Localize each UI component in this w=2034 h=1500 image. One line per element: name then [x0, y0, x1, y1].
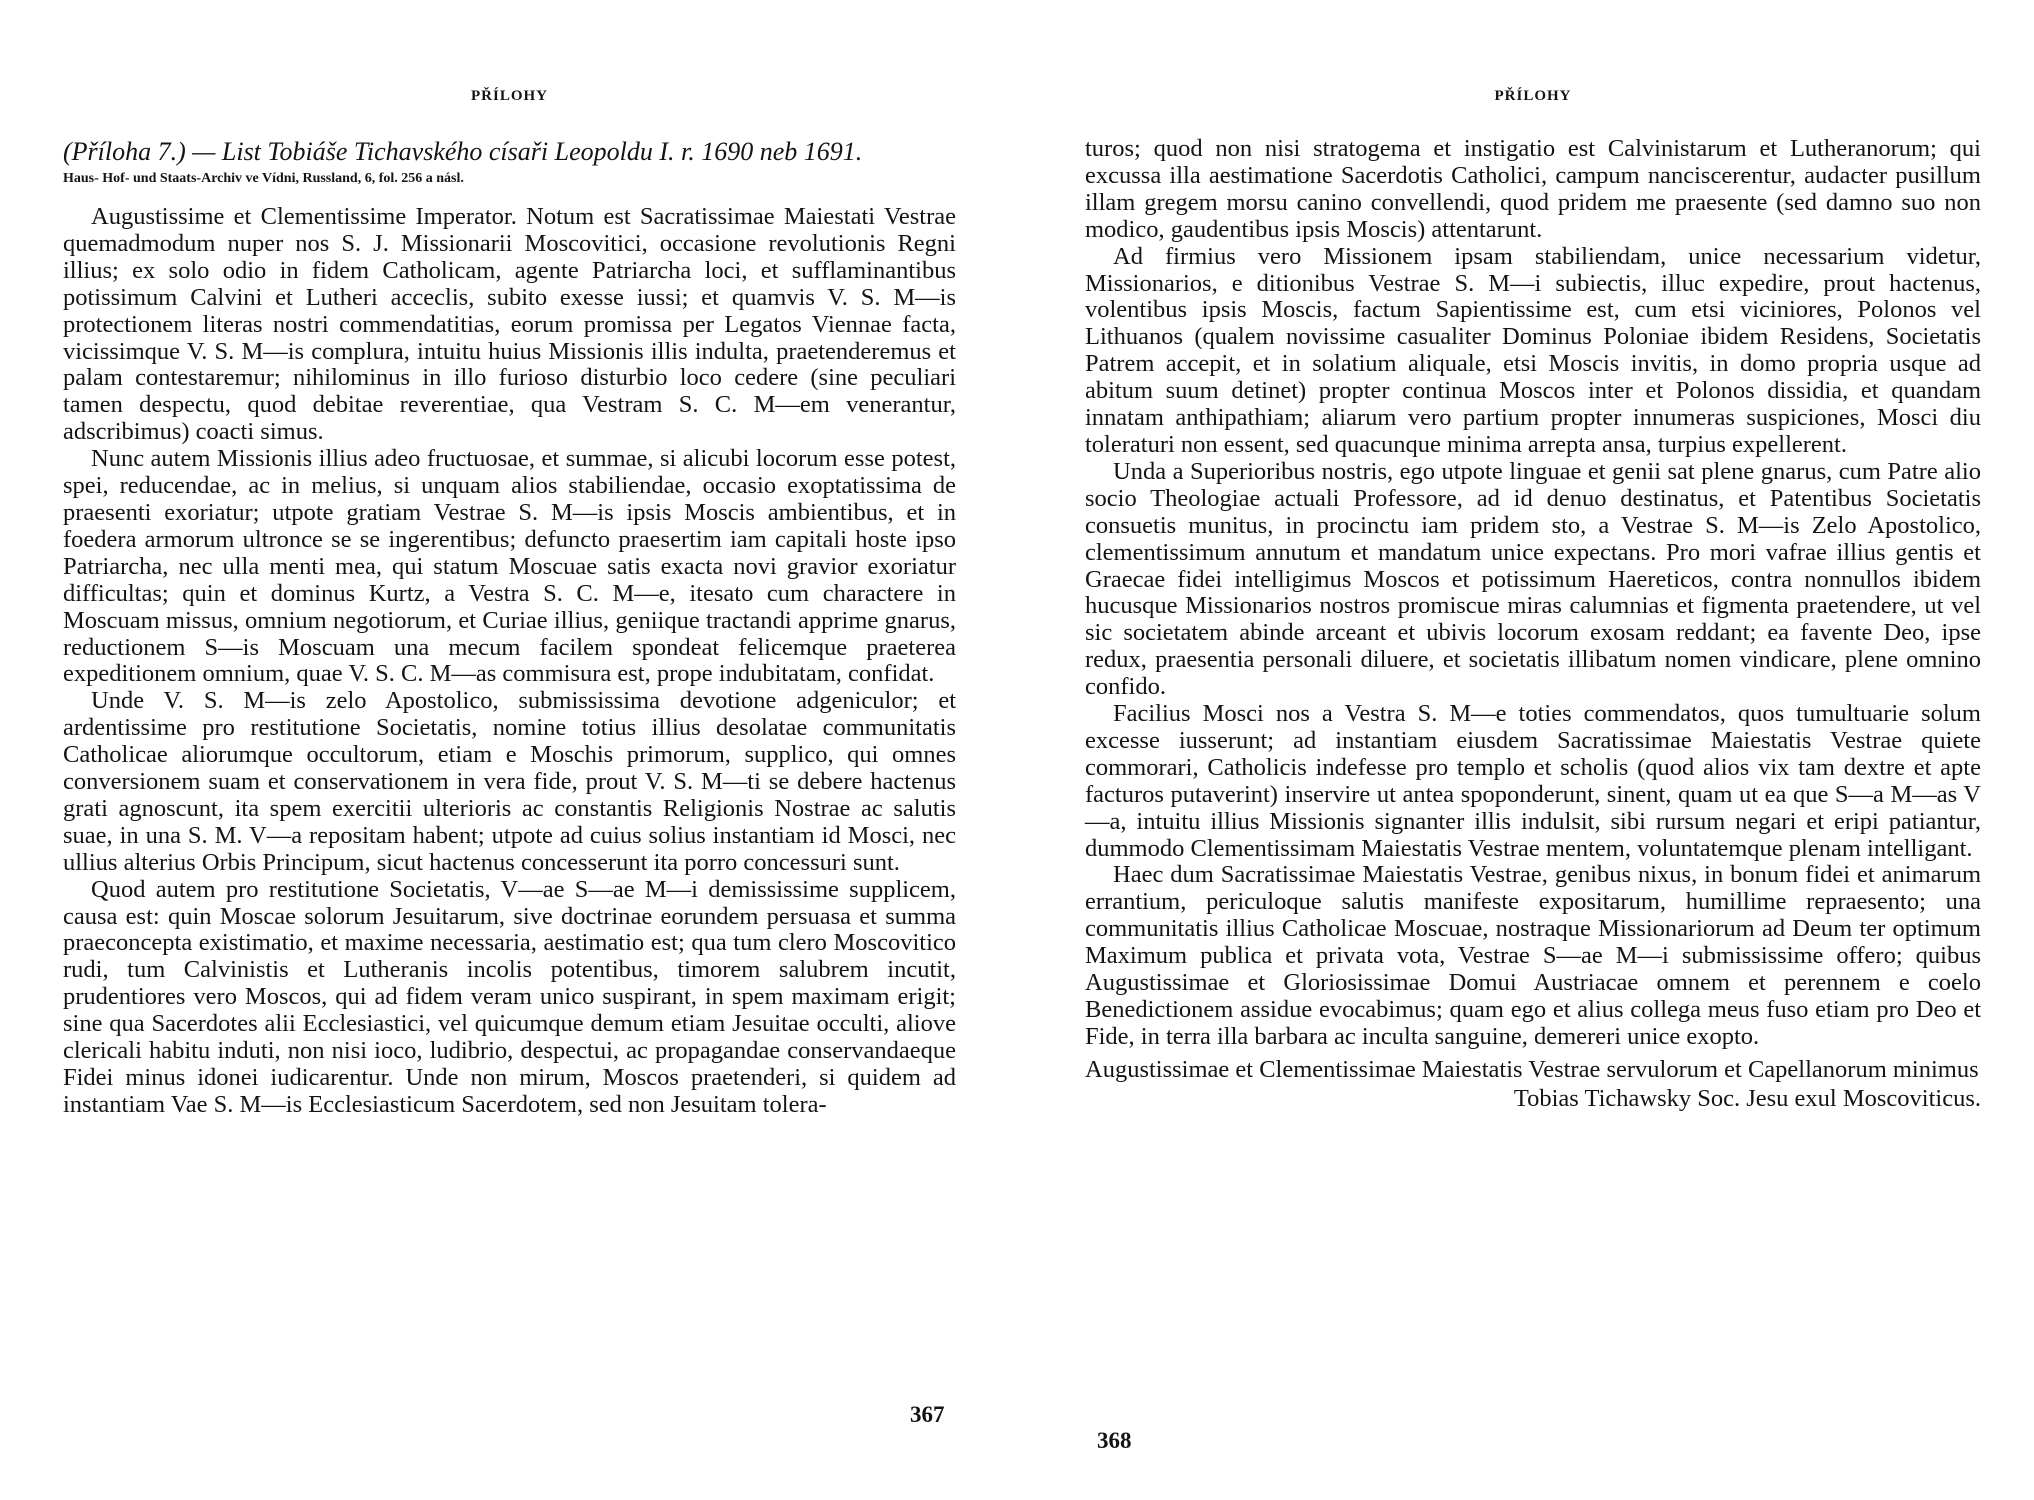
archive-source: Haus- Hof- und Staats-Archiv ve Vídni, Russland, 6, fol. 256 a násl.: [63, 171, 464, 186]
running-head: PŘÍLOHY: [1494, 88, 1572, 104]
signature: Tobias Tichawsky Soc. Jesu exul Moscoviticus.: [1513, 1084, 1981, 1112]
page-number: 367: [910, 1402, 945, 1427]
heading-title: (Příloha 7.) — List Tobiáše Tichavského císaři Leopoldu I. r. 1690 neb 1691.: [63, 137, 863, 166]
closing-formula: Augustissimae et Clementissimae Maiestatis Vestrae servulorum et Capellanorum minimus: [1085, 1055, 1979, 1083]
right-text-column: [1085, 136, 1981, 1113]
paragraph: Unde V. S. M—is zelo Apostolico, submississima devotione adgeniculor; et ardentissime pro restitutione Societatis, nomine totius illius desolatae communitatis Catholicae aliorumque occultorum, etiam e Moschis primorum, supplico, qui omnes conversionem suam et conservationem in vera fide, prout V. S. M—ti se debere hactenus grati agnoscunt, ita spem exercitii ulterioris ac constantis Religionis Nostrae ac salutis suae, in una S. M. V—a repositam habent; utpote ad cuius solius instantiam id Mosci, nec ullius alterius Orbis Principum, sicut hactenus concesserunt ita porro concessuri sunt.: [63, 687, 956, 876]
paragraph: Haec dum Sacratissimae Maiestatis Vestrae, genibus nixus, in bonum fidei et animarum errantium, periculoque salutis manifeste expositarum, humillime repraesento; una communitatis illius Catholicae Moscuae, nostraque Missionariorum ad Deum ter optimum Maximum publica et privata vota, Vestrae S—ae M—i submississime offero; quibus Augustissimae et Gloriosissimae Domui Austriacae omnem et perennem e coelo Benedictionem assidue evocabimus; quam ego et alius collega meus fuso etiam pro Deo et Fide, in terra illa barbara ac inculta sanguine, demereri unice exopto.: [1085, 861, 1981, 1050]
right-page: [1017, 0, 2034, 1500]
left-text-column: [63, 136, 956, 1119]
paragraph: Ad firmius vero Missionem ipsam stabiliendam, unice necessarium videtur, Missionarios, e ditionibus Vestrae S. M—i subiectis, illuc expedire, prout hactenus, volentibus ipsis Moscis, factum Sapientissime est, cum etsi viciniores, Polonos vel Lithuanos (qualem novissime casualiter Dominus Poloniae ibidem Residens, Societatis Patrem accepit, et in solatium aliquale, etsi Moscis invitis, in domo propria usque ad abitum suum detinet) propter continua Moscos inter et Polonos dissidia, et quandam innatam anthipathiam; aliarum vero partium propter innumeras suspiciones, Mosci diu toleraturi non essent, sed quacunque minima arrepta ansa, turpius expellerent.: [1085, 242, 1981, 458]
paragraph: Facilius Mosci nos a Vestra S. M—e toties commendatos, quos tumultuarie solum excesse iusserunt; ad instantiam eiusdem Sacratissimae Maiestatis Vestrae quiete commorari, Catholicis indefesse pro templo et scholis (quod alios vix tam dextre et apte facturos putaverint) inservire ut antea spoponderunt, sinent, quam ut ea que S—a M—as V—a, intuitu illius Missionis signanter illis indulsit, sibi rursum negari et eripi patiantur, dummodo Clementissimam Maiestatis Vestrae mentem, voluntatemque plenam intelligant.: [1085, 700, 1981, 862]
document-heading: [63, 136, 956, 190]
paragraph: Nunc autem Missionis illius adeo fructuosae, et summae, si alicubi locorum esse potest, spei, reducendae, ac in melius, si unquam alios stabiliendae, occasio exoptatissima de praesenti exoriatur; utpote gratiam Vestrae S. M—is ipsis Moscis ambientibus, et in foedera armorum ultronce se se ingerentibus; defuncto praesertim iam capitali hoste ipso Patriarcha, nec ulla menti mea, qui statum Moscuae satis exacta novi gravior exoriatur difficultas; quin et dominus Kurtz, a Vestra S. C. M—e, itesato cum charactere in Moscuam missus, omnium negotiorum, et Curiae illius, geniique tractandi apprime gnarus, reductionem S—is Moscuam una mecum facilem spondeat felicemque praeterea expeditionem omnium, quae V. S. C. M—as commisura est, prope indubitatam, confidat.: [63, 445, 956, 688]
paragraph: Augustissime et Clementissime Imperator. Notum est Sacratissimae Maiestati Vestrae quemadmodum nuper nos S. J. Missionarii Moscovitici, occasione revolutionis Regni illius; ex solo odio in fidem Catholicam, agente Patriarcha loci, et sufflaminantibus potissimum Calvini et Lutheri acceclis, subito exesse iussi; et quamvis V. S. M—is protectionem literas nostri commendatitias, eorum promissa per Legatos Viennae facta, vicissimque V. S. M—is complura, intuitu huius Missionis illis indulta, praetenderemus et palam contestaremur; nihilominus in illo furioso disturbio loco cedere (sine peculiari tamen despectu, quod debitae reverentiae, qua Vestram S. C. M—em venerantur, adscribimus) coacti simus.: [63, 203, 956, 446]
page-number: 368: [1097, 1428, 1132, 1453]
running-head: PŘÍLOHY: [470, 88, 548, 104]
paragraph: Quod autem pro restitutione Societatis, V—ae S—ae M—i demississime supplicem, causa est: quin Moscae solorum Jesuitarum, sive doctrinae eorundem persuasa et summa praeconcepta existimatio, et maxime necessaria, aestimatio est; qua tum clero Moscovitico rudi, tum Calvinistis et Lutheranis incolis potentibus, timorem salubrem incutit, prudentiores vero Moscos, qui ad fidem veram unico suspirant, in spem maximam erigit; sine qua Sacerdotes alii Ecclesiastici, vel quicumque demum etiam Jesuitae occulti, aliove clericali habitu induti, non nisi ioco, ludibrio, despectui, ac propagandae conservandaeque Fidei minus idonei iudicarentur. Unde non mirum, Moscos praetenderi, si quidem ad instantiam Vae S. M—is Ecclesiasticum Sacerdotem, sed non Jesuitam tolera-: [63, 875, 956, 1118]
paragraph: Unda a Superioribus nostris, ego utpote linguae et genii sat plene gnarus, cum Patre alio socio Theologiae actuali Professore, ad id denuo destinatus, et Patentibus Societatis consuetis munitus, in procinctu iam pridem sto, a Vestrae S. M—is Zelo Apostolico, clementissimum annutum et mandatum unice expectans. Pro mori vafrae illius gentis et Graecae fidei intelligimus Moscos et potissimum Haereticos, contra nonnullos ibidem hucusque Missionarios nostros promiscue miras calumnias et figmenta praetendere, ut vel sic societatem abinde arceant et ubivis locorum exosam reddant; ea favente Deo, ipse redux, praesentia personali diluere, et societatis illibatum nomen vindicare, plene omnino confido.: [1085, 457, 1981, 701]
paragraph-continuation: turos; quod non nisi stratogema et instigatio est Calvinistarum et Lutheranorum; qui excussa illa aestimatione Sacerdotis Catholici, campum nanciscerentur, audacter pusillum illam gregem morsu canino convellendi, quod pridem me praesente (sed damno suo non modico, gaudentibus ipsis Moscis) attentarunt.: [1085, 135, 1981, 243]
